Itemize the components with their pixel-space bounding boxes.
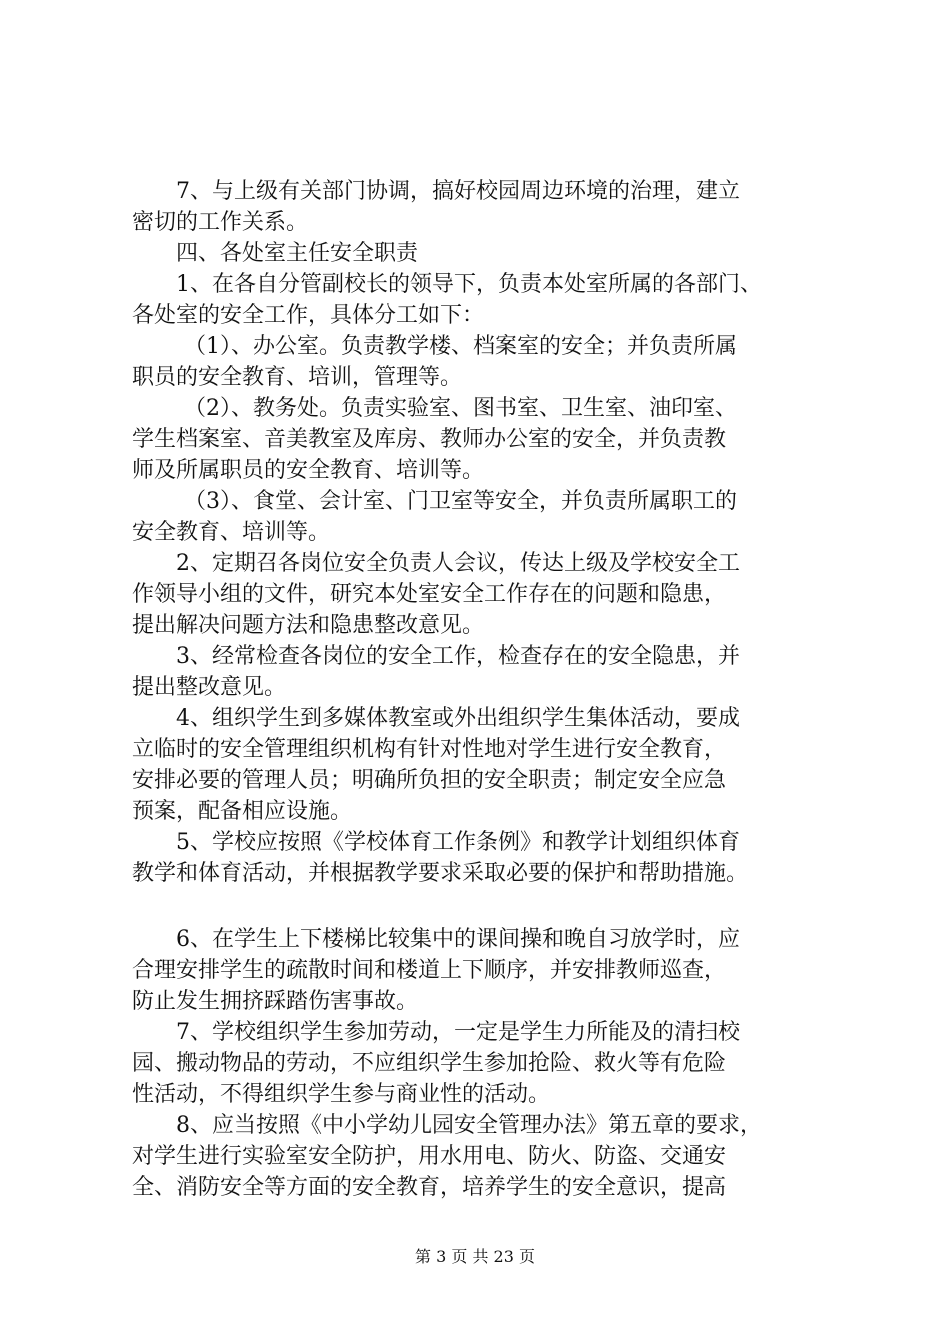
- text-line: 4、组织学生到多媒体教室或外出组织学生集体活动，要成: [176, 706, 740, 731]
- text-line: 提出解决问题方法和隐患整改意见。: [132, 613, 485, 638]
- text-line: 各处室的安全工作，具体分工如下：: [132, 303, 485, 328]
- text-line: 职员的安全教育、培训，管理等。: [132, 365, 463, 390]
- text-line: 教学和体育活动，并根据教学要求采取必要的保护和帮助措施。: [132, 861, 749, 886]
- text-line: 防止发生拥挤踩踏伤害事故。: [132, 989, 419, 1014]
- text-line: 合理安排学生的疏散时间和楼道上下顺序，并安排教师巡查，: [132, 958, 727, 983]
- text-line: 3、经常检查各岗位的安全工作，检查存在的安全隐患，并: [176, 644, 740, 669]
- page-footer: 第 3 页 共 23 页: [415, 1247, 535, 1266]
- text-line: 安全教育、培训等。: [132, 520, 331, 545]
- text-line: （1）、办公室。负责教学楼、档案室的安全；并负责所属: [184, 334, 737, 359]
- text-line: 作领导小组的文件，研究本处室安全工作存在的问题和隐患，: [132, 582, 727, 607]
- text-line: （2）、教务处。负责实验室、图书室、卫生室、油印室、: [184, 396, 737, 421]
- text-line: 提出整改意见。: [132, 675, 287, 700]
- text-line: 1、在各自分管副校长的领导下，负责本处室所属的各部门、: [176, 272, 762, 297]
- text-line: 2、定期召各岗位安全负责人会议，传达上级及学校安全工: [176, 551, 740, 576]
- text-line: 师及所属职员的安全教育、培训等。: [132, 458, 485, 483]
- text-line: 对学生进行实验室安全防护，用水用电、防火、防盗、交通安: [132, 1144, 727, 1169]
- text-line: 密切的工作关系。: [132, 210, 309, 235]
- text-line: 8、应当按照《中小学幼儿园安全管理办法》第五章的要求，: [176, 1113, 762, 1138]
- text-line: 四、各处室主任安全职责: [176, 241, 419, 266]
- text-line: 立临时的安全管理组织机构有针对性地对学生进行安全教育，: [132, 737, 727, 762]
- text-line: （3）、食堂、会计室、门卫室等安全，并负责所属职工的: [184, 489, 737, 514]
- text-line: 5、学校应按照《学校体育工作条例》和教学计划组织体育: [176, 830, 740, 855]
- text-line: 7、学校组织学生参加劳动，一定是学生力所能及的清扫校: [176, 1020, 740, 1045]
- text-line: 7、与上级有关部门协调，搞好校园周边环境的治理，建立: [176, 179, 740, 204]
- text-line: 学生档案室、音美教室及库房、教师办公室的安全，并负责教: [132, 427, 727, 452]
- text-line: 预案，配备相应设施。: [132, 799, 353, 824]
- text-line: 园、搬动物品的劳动，不应组织学生参加抢险、救火等有危险: [132, 1051, 727, 1076]
- paragraph-gap: [132, 889, 844, 924]
- text-line: 全、消防安全等方面的安全教育，培养学生的安全意识，提高: [132, 1175, 727, 1200]
- text-line: 安排必要的管理人员；明确所负担的安全职责；制定安全应急: [132, 768, 727, 793]
- text-line: 6、在学生上下楼梯比较集中的课间操和晚自习放学时，应: [176, 927, 740, 952]
- text-line: 性活动，不得组织学生参与商业性的活动。: [132, 1082, 551, 1107]
- document-body: [132, 176, 844, 1203]
